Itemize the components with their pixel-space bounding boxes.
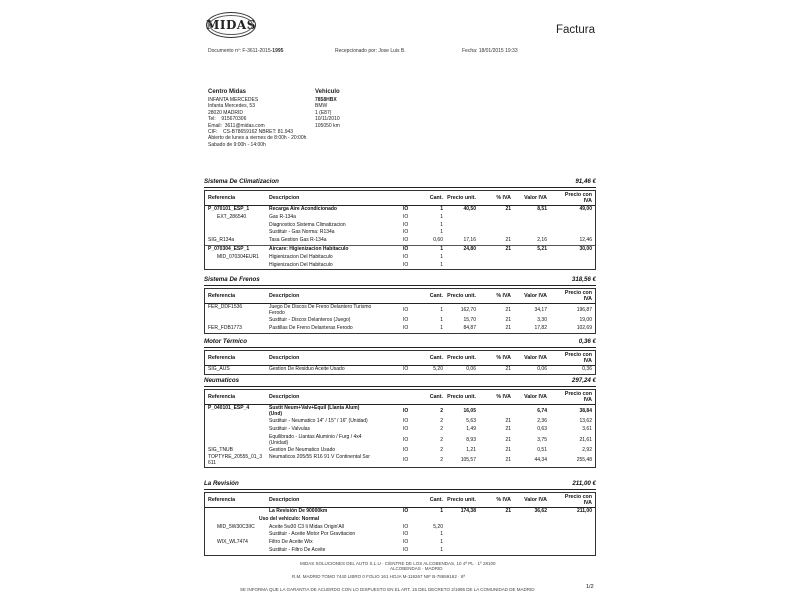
cell-viva: 3,75 <box>537 436 547 443</box>
column-header-iva: % IVA <box>496 293 511 299</box>
cell-cant: 1 <box>440 508 443 514</box>
table-header <box>205 191 595 206</box>
cell-cant: 2 <box>440 446 443 453</box>
section-name: La Revisión <box>204 480 239 487</box>
cell-viva: 6,74 <box>537 408 547 414</box>
vehiculo-line: BMW <box>315 103 328 110</box>
column-header-ref: Referencia <box>208 394 236 400</box>
documento-field <box>208 48 283 54</box>
cell-desc: Pastillas De Freno Delanteras Ferodo <box>269 324 353 331</box>
cell-x: IO <box>403 253 409 260</box>
cell-cant: 1 <box>440 307 443 313</box>
cif-label: CIF: <box>208 129 218 136</box>
table-row <box>205 434 595 447</box>
cell-ref: P_040101_ESP_4 <box>208 405 250 411</box>
cell-desc2: Ferodo <box>269 310 285 316</box>
cell-x: IO <box>403 213 409 220</box>
cif-value: CS-B78659162 NBRET: 81.943 <box>223 129 294 136</box>
table-header <box>205 289 595 304</box>
vehiculo-line: 105050 km <box>315 122 340 129</box>
cell-iva: 21 <box>505 425 511 432</box>
documento-label: Documento nº: <box>208 48 241 54</box>
recepcionado-field <box>335 48 406 54</box>
section-name: Neumaticos <box>204 377 240 384</box>
cell-pu: 84,87 <box>463 324 476 331</box>
footer-line: SE INFORMA QUE LA GARANTIA DE ACUERDO CON LO DISPUESTO EN EL ART. 15 DEL DECRETO 2/1995 DE LA COMUNIDAD DE MADRID <box>240 587 535 592</box>
cell-iva: 21 <box>505 237 511 244</box>
cell-desc: Sustituir - Aceite Motor Por Gravitacion <box>269 531 356 538</box>
cell-pu: 0,06 <box>466 366 476 372</box>
cell-cant: 1 <box>440 245 443 252</box>
footer-line: MIDAS SOLUCIONES DEL AUTO S.L.U · C/ENTRE DE LOS ALCOBENDAS, 10 4ª PL · 1º 28100 <box>300 561 496 566</box>
cell-desc2: (Unidad) <box>269 439 289 446</box>
cell-iva: 21 <box>505 245 511 252</box>
cell-pu: 1,49 <box>466 425 476 432</box>
fecha-field <box>462 48 518 54</box>
recepcionado-value: Jose Luis B. <box>378 48 406 54</box>
cell-viva: 36,62 <box>534 508 547 514</box>
section-total: 0,36 € <box>578 338 596 345</box>
table-row <box>205 426 595 434</box>
cell-pc: 38,84 <box>579 408 592 414</box>
table-row <box>205 317 595 325</box>
cell-iva: 21 <box>505 436 511 443</box>
cell-pu: 1,21 <box>466 446 476 453</box>
cell-x: IO <box>403 539 409 546</box>
cell-ref: TOPTYRE_20555_01_3 <box>208 454 263 461</box>
cell-ref: MID_5W30C3IIC <box>217 523 255 530</box>
cell-cant: 1 <box>440 229 443 236</box>
cell-x: IO <box>403 436 409 443</box>
cell-x: IO <box>403 408 409 414</box>
cell-pu: 8,93 <box>466 436 476 443</box>
cell-iva: 21 <box>505 307 511 313</box>
cell-x: IO <box>403 457 409 464</box>
centro-block <box>208 88 306 148</box>
cell-pc: 19,00 <box>579 317 592 323</box>
cell-viva: 0,63 <box>537 425 547 432</box>
column-header-viva: Valor IVA <box>524 355 547 361</box>
cell-viva: 2,16 <box>537 237 547 244</box>
column-header-cant: Cant. <box>429 497 443 503</box>
table-row <box>205 254 595 262</box>
midas-logo <box>206 12 256 38</box>
cell-pu: 17,16 <box>463 237 476 244</box>
cell-cant: 1 <box>440 539 443 546</box>
column-header-ref: Referencia <box>208 195 236 201</box>
column-header-pc <box>565 352 592 364</box>
table-row <box>205 447 595 455</box>
items-table <box>204 288 596 334</box>
cell-cant: 1 <box>440 253 443 260</box>
logo-ring <box>209 15 253 35</box>
cell-x: IO <box>403 546 409 553</box>
table-row <box>205 524 595 532</box>
cell-pc: 49,00 <box>579 206 592 212</box>
cell-x: IO <box>403 206 409 212</box>
table-row <box>205 325 595 333</box>
cell-iva: 21 <box>505 206 511 212</box>
column-header-pc-line1: Precio con <box>564 352 592 358</box>
cell-x: IO <box>403 446 409 453</box>
vehiculo-plate: 7858HBX <box>315 97 337 103</box>
column-header-pc-line1: Precio con <box>564 290 592 296</box>
cell-cant: 2 <box>440 436 443 443</box>
footer-line: R.M. MADRID TOMO 7440 LIBRO 0 FOLIO 161 HOJA M-119267 NIF B-78659162 · 6ª <box>292 574 465 579</box>
column-header-pu: Precio unit. <box>447 293 476 299</box>
cell-x: IO <box>403 245 409 252</box>
column-header-desc: Descripcion <box>269 195 300 201</box>
cell-pu: 24,80 <box>463 245 476 252</box>
cell-desc: Diagnostico Sistema Climatizacion <box>269 221 346 228</box>
cell-pu: 162,70 <box>460 307 476 313</box>
section-total: 91,46 € <box>575 178 596 185</box>
section-total: 318,56 € <box>571 276 596 283</box>
column-header-pu: Precio unit. <box>447 195 476 201</box>
cell-ref: FER_FDB1773 <box>208 324 242 331</box>
column-header-viva: Valor IVA <box>524 394 547 400</box>
column-header-viva: Valor IVA <box>524 195 547 201</box>
table-row <box>205 222 595 230</box>
column-header-desc: Descripcion <box>269 394 300 400</box>
cell-desc: Equilibrado - Llantas Aluminio / Furg / 4x4 <box>269 433 362 440</box>
table-row <box>205 418 595 426</box>
cell-ref: FER_DDF1536 <box>208 304 243 310</box>
cell-cant: 1 <box>440 317 443 323</box>
tel-label: Tel: <box>208 116 216 123</box>
cell-x: IO <box>403 317 409 323</box>
cell-desc: Aceite 5w30 C3 Ii Midas Origin'All <box>269 523 344 530</box>
cell-ref: SIG_R134a <box>208 237 235 244</box>
cell-desc: Filtro De Aceite Wix <box>269 539 313 546</box>
column-header-iva: % IVA <box>496 497 511 503</box>
column-header-viva: Valor IVA <box>524 293 547 299</box>
cell-cant: 1 <box>440 213 443 220</box>
cell-iva: 21 <box>505 446 511 453</box>
column-header-pc <box>565 391 592 403</box>
table-row <box>205 304 595 317</box>
column-header-pc-line2: IVA <box>583 397 592 403</box>
cell-iva: 21 <box>505 324 511 331</box>
cell-viva: 17,82 <box>534 324 547 331</box>
section-name: Sistema De Climatizacion <box>204 178 279 185</box>
cell-cant: 5,20 <box>433 366 443 372</box>
cell-cant: 2 <box>440 418 443 424</box>
cell-ref: P_070304_ESP_1 <box>208 245 250 252</box>
column-header-ref: Referencia <box>208 355 236 361</box>
cell-desc: Sustituir - Neumatico 14" / 15" / 16" (Unidad) <box>269 418 368 424</box>
column-header-pc-line1: Precio con <box>564 494 592 500</box>
cell-x: IO <box>403 229 409 236</box>
column-header-ref: Referencia <box>208 293 236 299</box>
table-row <box>205 229 595 237</box>
cell-desc2: (Und) <box>269 411 283 417</box>
document-title: Factura <box>556 24 595 36</box>
cell-cant: 1 <box>440 531 443 538</box>
cell-pc: 0,36 <box>582 366 592 372</box>
column-header-cant: Cant. <box>429 195 443 201</box>
column-header-desc: Descripcion <box>269 497 300 503</box>
cell-desc: Sustituir - Filtro De Aceite <box>269 546 326 553</box>
documento-num: 1995 <box>272 48 284 54</box>
column-header-pc <box>565 494 592 506</box>
cell-desc: Sustituir - Gas Norma: R134a <box>269 229 335 236</box>
cell-pu: 105,57 <box>460 457 476 464</box>
section-header <box>204 178 596 188</box>
cell-x: IO <box>403 307 409 313</box>
email-value: 3611@midas.com <box>224 122 265 129</box>
column-header-pc-line2: IVA <box>583 358 592 364</box>
cell-viva: 5,21 <box>537 245 547 252</box>
cell-cant: 5,20 <box>433 523 443 530</box>
cell-pc: 2,92 <box>582 446 592 453</box>
cell-pu: 16,05 <box>463 408 476 414</box>
table-row <box>205 405 595 418</box>
vehiculo-block <box>315 88 340 129</box>
column-header-pc <box>565 192 592 204</box>
table-row <box>205 366 595 374</box>
section-header <box>204 276 596 286</box>
section-header <box>204 480 596 490</box>
cell-iva: 21 <box>505 418 511 424</box>
cell-ref: SIG_AUS <box>208 366 230 372</box>
cell-x: IO <box>403 531 409 538</box>
cell-ref: SIG_TNUB <box>208 446 234 453</box>
section-name: Sistema De Frenos <box>204 276 260 283</box>
cell-cant: 0,60 <box>433 237 443 244</box>
page-number: 1/2 <box>586 584 594 590</box>
column-header-desc: Descripcion <box>269 355 300 361</box>
table-row <box>205 508 595 516</box>
column-header-ref: Referencia <box>208 497 236 503</box>
items-table <box>204 190 596 270</box>
cell-desc: Gas R-134a <box>269 213 296 220</box>
cell-x: IO <box>403 366 409 372</box>
fecha-label: Fecha: <box>462 48 478 54</box>
cell-cant: 1 <box>440 324 443 331</box>
cell-viva: 44,34 <box>534 457 547 464</box>
cell-pc: 12,46 <box>579 237 592 244</box>
cell-viva: 3,30 <box>537 317 547 323</box>
table-header <box>205 390 595 405</box>
section-header <box>204 377 596 387</box>
cell-ref: P_070101_ESP_1 <box>208 206 250 212</box>
table-row <box>205 539 595 547</box>
table-row <box>205 454 595 467</box>
column-header-viva: Valor IVA <box>524 497 547 503</box>
section-name: Motor Térmico <box>204 338 247 345</box>
cell-ref: MID_070304EUR1 <box>217 253 259 260</box>
cell-pu: 174,38 <box>460 508 476 514</box>
cell-viva: 8,51 <box>537 206 547 212</box>
centro-line: 28020 MADRID <box>208 109 244 116</box>
cell-desc: Sustituir - Valvulas <box>269 425 311 432</box>
cell-ref2: 611 <box>208 460 216 467</box>
column-header-cant: Cant. <box>429 394 443 400</box>
vehiculo-line: 1 (E87) <box>315 109 332 116</box>
cell-desc: Recarga Aire Acondicionado <box>269 206 337 212</box>
cell-viva: 34,17 <box>534 307 547 313</box>
cell-desc: Aircare: Higienizacion Habitaculo <box>269 245 349 252</box>
cell-desc: Neumaticos 205/55 R16 91 V Continental Ssr <box>269 454 370 461</box>
column-header-pu: Precio unit. <box>447 394 476 400</box>
table-header <box>205 493 595 508</box>
cell-iva: 21 <box>505 366 511 372</box>
cell-desc: Sustit Neum+Valv+Equil (Llanta Alum) <box>269 405 360 411</box>
cell-cant: 1 <box>440 206 443 212</box>
column-header-iva: % IVA <box>496 355 511 361</box>
column-header-iva: % IVA <box>496 394 511 400</box>
column-header-desc: Descripcion <box>269 293 300 299</box>
logo-text: MIDAS <box>206 18 256 32</box>
cell-x: IO <box>403 261 409 268</box>
footer-line: ALCOBENDAS · MADRID <box>390 566 443 571</box>
cell-x: IO <box>403 418 409 424</box>
column-header-cant: Cant. <box>429 355 443 361</box>
column-header-pu: Precio unit. <box>447 355 476 361</box>
cell-pc: 21,61 <box>579 436 592 443</box>
cell-pc: 196,87 <box>576 307 592 313</box>
items-table <box>204 350 596 375</box>
centro-horario: Abierto de lunes a viernes de 8:00h - 20:00h <box>208 135 307 142</box>
cell-viva: 0,06 <box>537 366 547 372</box>
items-table <box>204 492 596 556</box>
cell-cant: 1 <box>440 221 443 228</box>
cell-desc: Higienizacion Del Habitaculo <box>269 261 333 268</box>
cell-pc: 255,48 <box>576 457 592 464</box>
section-total: 211,00 € <box>572 480 596 487</box>
cell-iva: 21 <box>505 508 511 514</box>
items-table <box>204 389 596 468</box>
cell-cant: 2 <box>440 457 443 464</box>
table-row <box>205 516 595 524</box>
cell-x: IO <box>403 425 409 432</box>
column-header-iva: % IVA <box>496 195 511 201</box>
cell-x: IO <box>403 523 409 530</box>
centro-horario: Sabado de 9:00h - 14:00h <box>208 141 266 148</box>
column-header-pc-line2: IVA <box>583 198 592 204</box>
cell-desc: Gestion De Residuo Aceite Usado <box>269 366 345 372</box>
table-row <box>205 547 595 555</box>
tel-value: 915670306 <box>221 116 247 123</box>
column-header-pc-line2: IVA <box>583 500 592 506</box>
table-row <box>205 262 595 270</box>
table-row <box>205 237 595 245</box>
email-label: Email: <box>208 122 222 129</box>
cell-pc: 211,00 <box>576 508 592 514</box>
cell-desc: Higienizacion Del Habitaculo <box>269 253 333 260</box>
centro-title: Centro Midas <box>208 89 247 95</box>
cell-desc: Gestion De Neumatico Usado <box>269 446 336 453</box>
cell-desc: Tasa Gestion Gas R-134a <box>269 237 327 244</box>
cell-pc: 30,00 <box>579 245 592 252</box>
cell-x: IO <box>403 221 409 228</box>
vehiculo-title: Vehiculo <box>315 89 340 95</box>
cell-desc: Uso del vehiculo: Normal <box>259 515 320 522</box>
centro-line: Infanta Mercedes, 53 <box>208 103 255 110</box>
cell-pc: 102,69 <box>576 324 592 331</box>
column-header-pc-line1: Precio con <box>564 391 592 397</box>
cell-cant: 2 <box>440 425 443 432</box>
table-row <box>205 245 595 254</box>
cell-cant: 2 <box>440 408 443 414</box>
column-header-pu: Precio unit. <box>447 497 476 503</box>
section-total: 297,24 € <box>571 377 596 384</box>
column-header-pc <box>565 290 592 302</box>
cell-x: IO <box>403 324 409 331</box>
cell-viva: 0,51 <box>537 446 547 453</box>
cell-x: IO <box>403 237 409 244</box>
cell-ref: EXT_286540 <box>217 213 247 220</box>
column-header-pc-line2: IVA <box>583 296 592 302</box>
cell-pc: 3,61 <box>582 425 592 432</box>
cell-pu: 15,70 <box>463 317 476 323</box>
cell-cant: 1 <box>440 261 443 268</box>
fecha-value: 18/01/2015 19:33 <box>478 48 518 54</box>
centro-line: INFANTA MERCEDES <box>208 97 259 103</box>
cell-cant: 1 <box>440 546 443 553</box>
column-header-cant: Cant. <box>429 293 443 299</box>
cell-iva: 21 <box>505 457 511 464</box>
cell-desc: Sustituir - Discos Delanteros (Juego) <box>269 317 351 323</box>
cell-pu: 40,50 <box>463 206 476 212</box>
cell-pc: 13,62 <box>579 418 592 424</box>
vehiculo-line: 10/11/2010 <box>315 116 340 123</box>
section-header <box>204 338 596 348</box>
column-header-pc-line1: Precio con <box>564 192 592 198</box>
table-row <box>205 531 595 539</box>
cell-viva: 2,36 <box>537 418 547 424</box>
cell-ref: WIX_WL7474 <box>217 539 248 546</box>
table-row <box>205 206 595 214</box>
cell-desc: La Revisión De 90000km <box>269 508 328 514</box>
cell-desc: Juego De Discos De Freno Delantero Turismo <box>269 304 372 310</box>
documento-prefix: F-3611-2015- <box>242 48 273 54</box>
cell-iva: 21 <box>505 317 511 323</box>
cell-pu: 5,63 <box>466 418 476 424</box>
cell-x: IO <box>403 508 409 514</box>
table-row <box>205 214 595 222</box>
table-header <box>205 351 595 366</box>
recepcionado-label: Recepcionado por: <box>335 48 377 54</box>
